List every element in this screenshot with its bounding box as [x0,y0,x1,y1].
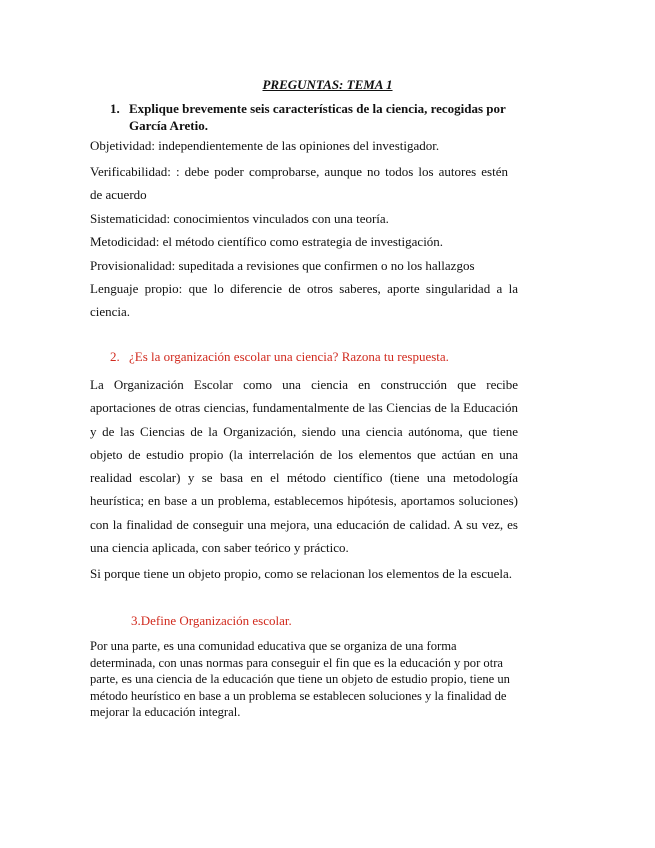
question-1-text: Explique brevemente seis características de la ciencia, recogidas por García Aretio. [129,101,506,133]
characteristic-lenguaje-propio: Lenguaje propio: que lo diferencie de otros saberes, aporte singularidad a la [90,281,518,296]
question-3: 3.Define Organización escolar. [131,613,292,628]
question-2-number: 2. [110,349,120,364]
characteristic-provisionalidad: Provisionalidad: supeditada a revisiones que confirmen o no los hallazgos [90,258,475,273]
characteristic-lenguaje-propio-cont: ciencia. [90,304,131,319]
answer-3-paragraph: Por una parte, es una comunidad educativa que se organiza de una forma determinada, con unas normas para conseguir el fin que es la educación y por otra parte, es una ciencia de la educación que tiene un objeto de estudio propio, tiene un método heurístico en base a un problema se establecen soluciones y la finalidad de mejorar la educación integral. [90,639,510,719]
characteristic-verificabilidad: Verificabilidad: : debe poder comprobarse, aunque no todos los autores estén [90,164,508,179]
page-title: PREGUNTAS: TEMA 1 [262,77,393,92]
characteristic-sistematicidad: Sistematicidad: conocimientos vinculados con una teoría. [90,211,389,226]
characteristic-objetividad: Objetividad: independientemente de las opiniones del investigador. [90,138,440,153]
question-1-number: 1. [110,101,120,116]
question-2-text: ¿Es la organización escolar una ciencia? Razona tu respuesta. [129,349,449,364]
answer-2-conclusion: Si porque tiene un objeto propio, como se relacionan los elementos de la escuela. [90,566,513,581]
characteristic-verificabilidad-cont: de acuerdo [90,187,147,202]
answer-2-paragraph: La Organización Escolar como una ciencia en construcción que recibe aportaciones de otras ciencias, fundamentalmente de las Ciencias de la Educación y de las Ciencias de la Organización, siendo una ciencia autónoma, que tiene objeto de estudio propio (la interrelación de los elementos que actúan en una realidad escolar) y se basa en el método científico (tiene una metodología heurística; en base a un problema, establecemos hipótesis, aportamos soluciones) con la finalidad de conseguir una mejora, una educación de calidad. A su vez, es una ciencia aplicada, con saber teórico y práctico. [90,377,518,556]
characteristic-metodicidad: Metodicidad: el método científico como estrategia de investigación. [90,234,444,249]
